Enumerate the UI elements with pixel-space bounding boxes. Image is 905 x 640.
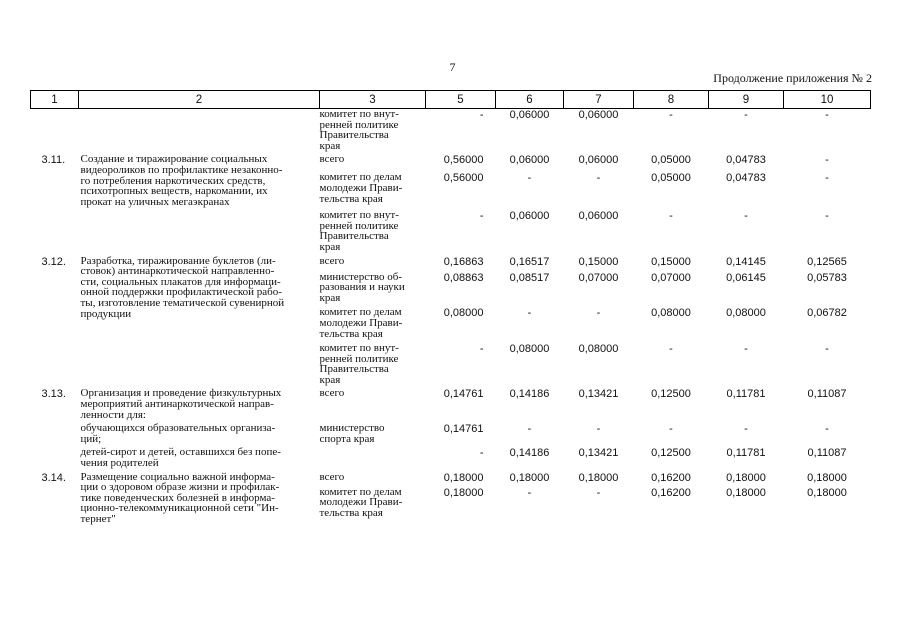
header-cell: 7: [564, 91, 634, 109]
value-cell: 0,18000: [726, 471, 766, 484]
item-description: [79, 210, 320, 252]
value-cell: -: [669, 423, 673, 436]
table-header: [31, 91, 871, 109]
header-cell: 8: [634, 91, 709, 109]
value-cell: 0,11781: [726, 447, 766, 460]
value-cell: 0,05000: [651, 154, 691, 167]
item-code: 3.14.: [41, 471, 66, 484]
executor: [320, 472, 426, 484]
item-description: [79, 423, 320, 444]
executor-line: молодежи Прави-: [319, 496, 403, 509]
executor-line: Правительства: [319, 129, 389, 142]
value-cell: 0,04783: [726, 172, 766, 185]
value-cell: 0,12500: [651, 388, 691, 401]
value-cell: 0,18000: [726, 486, 766, 499]
description-line: мероприятий антинаркотической направ-: [80, 398, 274, 411]
item-code: [31, 109, 79, 152]
description-line: ции о здоровом образе жизни и профилак-: [80, 481, 280, 494]
executor: [320, 256, 426, 268]
description-line: тике поведенческих болезней в информа-: [80, 491, 275, 504]
executor-line: тельства края: [319, 192, 383, 205]
item-description: [79, 343, 320, 385]
appendix-table-container: [30, 90, 870, 525]
value-cell: 0,08517: [509, 271, 550, 284]
executor-line: комитет по делам: [319, 171, 402, 184]
value-cell: 0,11781: [726, 388, 766, 401]
value-cell: -: [669, 343, 673, 356]
value-cell: -: [479, 343, 484, 356]
value-cell: 0,18000: [807, 471, 847, 484]
description-line: Создание и тиражирование социальных: [80, 153, 268, 166]
executor: [320, 447, 426, 468]
value-cell: -: [479, 109, 484, 121]
value-cell: -: [744, 109, 748, 121]
item-code: [31, 172, 79, 204]
executor-line: молодежи Прави-: [319, 316, 403, 329]
value-cell: -: [479, 210, 484, 223]
item-description: [79, 153, 320, 208]
description-line: Размещение социально важной информа-: [80, 470, 275, 483]
value-cell: 0,16863: [443, 255, 484, 268]
description-line: ционно-телекоммуникационной сети "Ин-: [80, 502, 279, 515]
description-line: чения родителей: [80, 457, 159, 470]
value-cell: 0,16200: [651, 486, 691, 499]
header-cell: 2: [79, 91, 320, 109]
value-cell: 0,11087: [807, 388, 847, 401]
value-cell: -: [527, 423, 532, 436]
table-row: [31, 109, 871, 152]
executor: [320, 172, 426, 204]
executor-line: всего: [319, 470, 345, 483]
description-overflow: [79, 472, 321, 525]
value-cell: 0,04783: [726, 154, 766, 167]
table-row: [31, 472, 871, 484]
description-line: тернет": [80, 513, 116, 525]
value-cell: -: [825, 423, 829, 436]
executor: [320, 487, 426, 519]
value-cell: -: [669, 109, 673, 121]
item-description: [79, 470, 320, 525]
table-row: [31, 423, 871, 444]
description-line: детей-сирот и детей, оставшихся без попе-: [80, 446, 281, 459]
value-cell: 0,08000: [651, 307, 691, 320]
executor-line: министерство: [319, 422, 385, 435]
table-body: [31, 108, 871, 525]
value-cell: -: [596, 307, 601, 320]
description-line: видеороликов по профилактике незаконно-: [80, 163, 283, 176]
executor-line: края: [319, 139, 341, 152]
executor-line: края: [319, 291, 341, 304]
executor: [320, 210, 426, 252]
executor-line: комитет по делам: [319, 306, 402, 319]
executor-line: края: [319, 240, 341, 253]
table-row: [31, 256, 871, 268]
value-cell: 0,07000: [578, 271, 619, 284]
executor: [320, 154, 426, 166]
page-number: 7: [449, 60, 456, 74]
value-cell: 0,11087: [807, 447, 847, 460]
value-cell: 0,08000: [578, 343, 619, 356]
description-line: ленности для:: [80, 408, 146, 421]
value-cell: -: [825, 343, 829, 356]
header-cell: 5: [426, 91, 496, 109]
executor-line: комитет по внут-: [319, 108, 399, 120]
executor: [320, 272, 426, 304]
value-cell: -: [825, 210, 829, 223]
description-line: го потребления наркотических средств,: [80, 174, 266, 187]
description-line: онной поддержки профилактической рабо-: [80, 286, 282, 299]
executor-line: министерство об-: [319, 270, 403, 283]
value-cell: 0,13421: [578, 388, 619, 401]
table-row: [31, 447, 871, 468]
executor-line: комитет по делам: [319, 485, 402, 498]
description-line: Разработка, тиражирование буклетов (ли-: [80, 254, 276, 267]
executor-line: всего: [319, 387, 345, 400]
header-cell: 9: [709, 91, 784, 109]
description-line: сти, социальных плакатов для информаци-: [80, 275, 281, 288]
value-cell: 0,14186: [509, 447, 550, 460]
value-cell: 0,06000: [578, 109, 619, 121]
value-cell: 0,08000: [509, 343, 550, 356]
value-cell: 0,06782: [807, 307, 847, 320]
value-cell: 0,08000: [443, 307, 484, 320]
value-cell: 0,12500: [651, 447, 691, 460]
executor: [320, 423, 426, 444]
value-cell: -: [527, 307, 532, 320]
description-overflow: [79, 256, 321, 320]
table-row: [31, 388, 871, 420]
item-code: 3.13.: [41, 388, 66, 401]
executor-line: ренней политике: [319, 219, 399, 232]
description-line: продукции: [80, 307, 132, 320]
value-cell: -: [825, 154, 829, 167]
value-cell: 0,06000: [578, 154, 619, 167]
value-cell: -: [596, 486, 601, 499]
item-code: [31, 447, 79, 468]
value-cell: 0,56000: [443, 154, 484, 167]
header-cell: 6: [496, 91, 564, 109]
item-code: 3.11.: [41, 154, 66, 167]
value-cell: -: [596, 423, 601, 436]
value-cell: 0,18000: [509, 471, 550, 484]
value-cell: 0,08863: [443, 271, 484, 284]
value-cell: -: [596, 172, 601, 185]
value-cell: -: [825, 172, 829, 185]
appendix-continuation-label: Продолжение приложения № 2: [713, 71, 872, 85]
value-cell: -: [669, 210, 673, 223]
item-description: [79, 254, 320, 320]
executor-line: ренней политике: [319, 118, 399, 131]
value-cell: 0,16200: [651, 471, 691, 484]
item-code: [31, 423, 79, 444]
item-description: [79, 447, 320, 468]
value-cell: 0,08000: [726, 307, 766, 320]
value-cell: 0,12565: [807, 255, 847, 268]
value-cell: -: [744, 343, 748, 356]
item-code: [31, 307, 79, 339]
description-line: обучающихся образовательных организа-: [80, 422, 276, 435]
value-cell: 0,14761: [443, 388, 484, 401]
value-cell: 0,06000: [509, 109, 550, 121]
value-cell: 0,06000: [509, 210, 550, 223]
value-cell: 0,05000: [651, 172, 691, 185]
value-cell: 0,05783: [807, 271, 847, 284]
value-cell: 0,07000: [651, 271, 691, 284]
item-code: 3.12.: [41, 255, 66, 268]
value-cell: 0,18000: [443, 486, 484, 499]
item-code: [31, 210, 79, 252]
value-cell: -: [527, 486, 532, 499]
item-description: [79, 109, 320, 152]
executor: [320, 109, 426, 152]
value-cell: 0,18000: [443, 471, 484, 484]
executor-line: тельства края: [319, 506, 383, 519]
executor-line: всего: [319, 254, 345, 267]
executor-line: Правительства: [319, 363, 389, 376]
executor-line: разования и науки: [319, 281, 405, 294]
value-cell: 0,14145: [726, 255, 766, 268]
executor-line: комитет по внут-: [319, 209, 399, 222]
description-line: ты, изготовление тематической сувенирной: [80, 296, 285, 309]
value-cell: 0,18000: [807, 486, 847, 499]
appendix-table: [30, 90, 871, 525]
header-cell: 3: [320, 91, 426, 109]
item-code: [31, 272, 79, 304]
value-cell: 0,18000: [578, 471, 619, 484]
executor-line: спорта края: [319, 432, 375, 445]
description-line: стовок) антинаркотической направленно-: [80, 265, 275, 278]
value-cell: 0,15000: [651, 255, 691, 268]
value-cell: 0,14761: [443, 423, 484, 436]
value-cell: 0,16517: [509, 255, 550, 268]
item-code: [31, 343, 79, 385]
value-cell: 0,14186: [509, 388, 550, 401]
executor-line: ренней политике: [319, 352, 399, 365]
executor: [320, 388, 426, 420]
header-cell: 10: [784, 91, 871, 109]
executor-line: всего: [319, 153, 345, 166]
executor-line: молодежи Прави-: [319, 181, 403, 194]
table-row: [31, 343, 871, 385]
value-cell: 0,13421: [578, 447, 619, 460]
description-line: психотропных веществ, наркомании, их: [80, 185, 268, 198]
value-cell: 0,56000: [443, 172, 484, 185]
executor: [320, 343, 426, 385]
value-cell: 0,06145: [726, 271, 766, 284]
value-cell: -: [479, 447, 484, 460]
executor-line: Правительства: [319, 230, 389, 243]
executor-line: края: [319, 373, 341, 386]
executor-line: комитет по внут-: [319, 342, 399, 355]
header-cell: 1: [31, 91, 79, 109]
value-cell: 0,06000: [578, 210, 619, 223]
table-row: [31, 154, 871, 166]
value-cell: 0,06000: [509, 154, 550, 167]
table-row: [31, 210, 871, 252]
value-cell: -: [744, 210, 748, 223]
value-cell: -: [825, 109, 829, 121]
description-line: прокат на уличных мегаэкранах: [80, 195, 230, 208]
value-cell: 0,15000: [578, 255, 619, 268]
value-cell: -: [527, 172, 532, 185]
description-line: ций;: [80, 432, 102, 445]
description-overflow: [79, 154, 321, 207]
item-description: [79, 388, 320, 420]
description-line: Организация и проведение физкультурных: [80, 387, 282, 400]
item-code: [31, 487, 79, 519]
executor: [320, 307, 426, 339]
executor-line: тельства края: [319, 327, 383, 340]
value-cell: -: [744, 423, 748, 436]
